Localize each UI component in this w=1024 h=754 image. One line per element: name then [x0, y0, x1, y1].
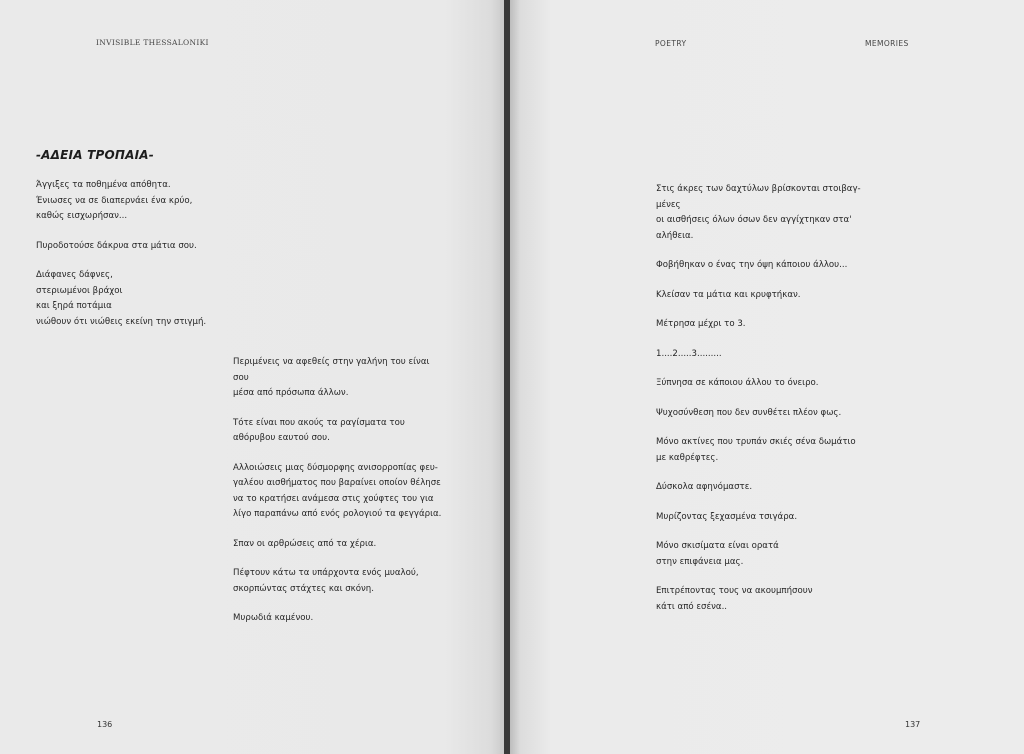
- stanza: [656, 406, 861, 422]
- poem-stanzas-left-top: [36, 178, 206, 344]
- stanza: [233, 611, 441, 627]
- stanza: [36, 178, 206, 225]
- poem-stanzas-right: [656, 182, 861, 629]
- left-running-header: INVISIBLE THESSALONIKI: [96, 38, 209, 47]
- poem-line: Κλείσαν τα μάτια και κρυφτήκαν.: [656, 289, 801, 300]
- poem-line: στην επιφάνεια μας.: [656, 556, 744, 567]
- poem-line: Μυρωδιά καμένου.: [233, 613, 314, 623]
- poem-line: Μυρίζοντας ξεχασμένα τσιγάρα.: [656, 511, 798, 522]
- poem-line: καθώς εισχωρήσαν...: [36, 211, 128, 221]
- poem-line: νιώθουν ότι νιώθεις εκείνη την στιγμή.: [36, 316, 207, 327]
- poem-line: αλήθεια.: [656, 230, 694, 241]
- poem-line: Διάφανες δάφνες,: [36, 270, 113, 280]
- stanza: [656, 258, 861, 274]
- poem-line: Μέτρησα μέχρι το 3.: [656, 319, 746, 329]
- stanza: [233, 537, 441, 553]
- stanza: [656, 539, 861, 570]
- poem-line: λίγο παραπάνω από ενός ρολογιού τα φεγγάρια.: [233, 509, 442, 519]
- poem-line: Πυροδοτούσε δάκρυα στα μάτια σου.: [36, 240, 197, 251]
- poem-title: -ΑΔΕΙΑ ΤΡΟΠΑΙΑ-: [36, 148, 154, 162]
- poem-line: οι αισθήσεις όλων όσων δεν αγγίχτηκαν στα': [656, 215, 852, 225]
- stanza: [656, 435, 861, 466]
- stanza: [233, 461, 441, 523]
- poem-line: Στις άκρες των δαχτύλων βρίσκονται στοιβαγ-: [656, 184, 861, 194]
- page-number-right: 137: [905, 720, 921, 729]
- poem-stanzas-left-bottom: [233, 355, 441, 641]
- stanza: [36, 239, 206, 255]
- stanza: [656, 182, 861, 244]
- right-running-header-right: MEMORIES: [865, 39, 909, 48]
- stanza: [233, 566, 441, 597]
- poem-line: αθόρυβου εαυτού σου.: [233, 433, 330, 443]
- stanza: [656, 347, 861, 363]
- right-page: [510, 0, 1024, 754]
- poem-line: γαλέου αισθήματος που βαραίνει οποίον θέλησε: [233, 478, 441, 488]
- poem-line: Ψυχοσύνθεση που δεν συνθέτει πλέον φως.: [656, 407, 842, 418]
- poem-line: κάτι από εσένα..: [656, 601, 728, 612]
- stanza: [656, 584, 861, 615]
- poem-line: Ξύπνησα σε κάποιου άλλου το όνειρο.: [656, 378, 819, 388]
- stanza: [656, 317, 861, 333]
- page-number-left: 136: [97, 720, 113, 729]
- poem-line: Μόνο ακτίνες που τρυπάν σκιές σένα δωμάτιο: [656, 437, 856, 447]
- poem-line: Ένιωσες να σε διαπερνάει ένα κρύο,: [36, 195, 193, 206]
- poem-line: μένες: [656, 199, 681, 210]
- left-page: [0, 0, 506, 754]
- stanza: [36, 268, 206, 330]
- poem-line: Μόνο σκισίματα είναι ορατά: [656, 541, 779, 551]
- poem-line: Τότε είναι που ακούς τα ραγίσματα του: [233, 417, 405, 428]
- poem-line: Περιμένεις να αφεθείς στην γαλήνη του είναι: [233, 357, 430, 367]
- poem-line: μέσα από πρόσωπα άλλων.: [233, 388, 349, 398]
- poem-line: σκορπώντας στάχτες και σκόνη.: [233, 583, 374, 594]
- stanza: [233, 355, 441, 402]
- poem-line: 1....2.....3.........: [656, 348, 722, 359]
- poem-line: με καθρέφτες.: [656, 452, 719, 463]
- poem-line: και ξηρά ποτάμια: [36, 301, 112, 311]
- stanza: [656, 480, 861, 496]
- poem-line: Σπαν οι αρθρώσεις από τα χέρια.: [233, 538, 377, 549]
- stanza: [656, 288, 861, 304]
- poem-line: Πέφτουν κάτω τα υπάρχοντα ενός μυαλού,: [233, 568, 419, 578]
- stanza: [656, 510, 861, 526]
- stanza: [656, 376, 861, 392]
- poem-line: να το κρατήσει ανάμεσα στις χούφτες του για: [233, 493, 434, 504]
- poem-line: στεριωμένοι βράχοι: [36, 285, 123, 296]
- poem-line: Άγγιξες τα ποθημένα απόθητα.: [36, 180, 171, 190]
- poem-line: Αλλοιώσεις μιας δύσμορφης ανισορροπίας φευ-: [233, 462, 438, 473]
- poem-line: Δύσκολα αφηνόμαστε.: [656, 482, 753, 492]
- stanza: [233, 416, 441, 447]
- right-running-header-left: POETRY: [655, 39, 687, 48]
- poem-line: σου: [233, 372, 249, 383]
- poem-line: Φοβήθηκαν ο ένας την όψη κάποιου άλλου...: [656, 260, 848, 270]
- poem-line: Επιτρέποντας τους να ακουμπήσουν: [656, 586, 813, 596]
